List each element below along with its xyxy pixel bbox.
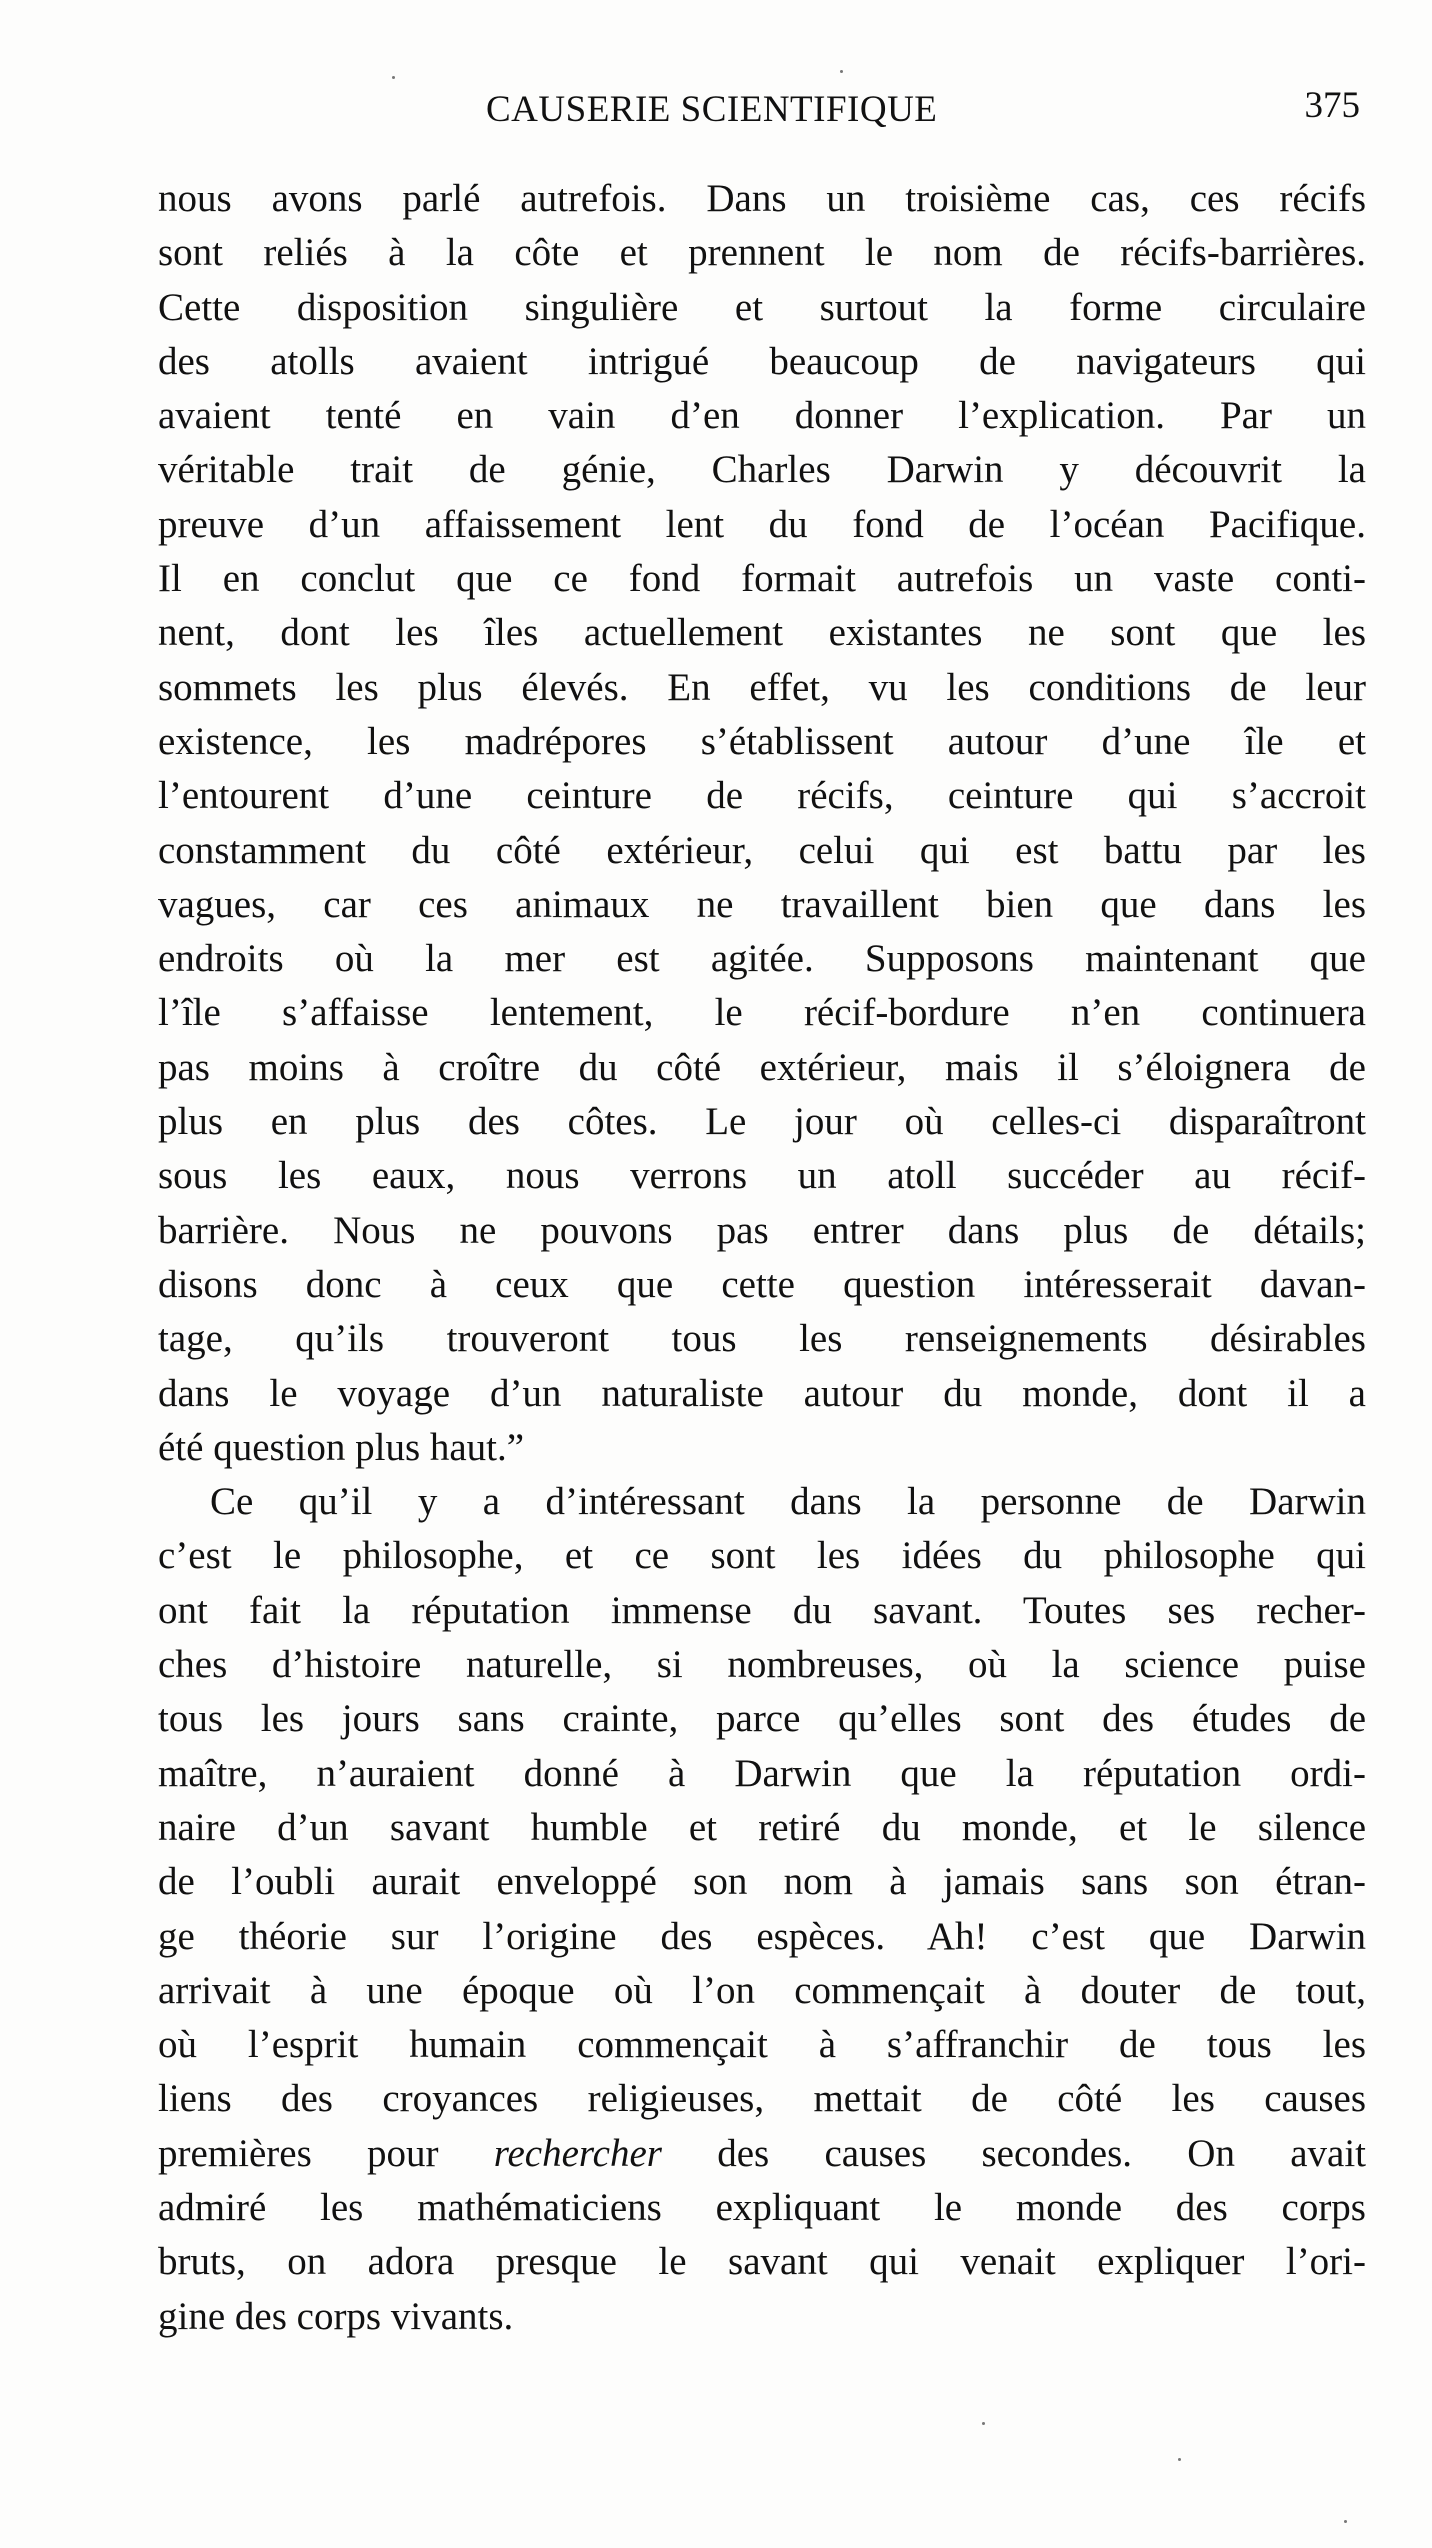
text-line: tous les jours sans crainte, parce qu’elles sont des études de — [158, 1697, 1366, 1741]
text-line: nous avons parlé autrefois. Dans un troisième cas, ces récifs — [158, 177, 1366, 220]
text-line: ont fait la réputation immense du savant. Toutes ses recher- — [158, 1588, 1366, 1632]
text-line: où l’esprit humain commençait à s’affranchir de tous les — [158, 2023, 1366, 2067]
running-title: CAUSERIE SCIENTIFIQUE — [486, 89, 938, 130]
text-line: Il en conclut que ce fond formait autrefois un vaste conti- — [158, 557, 1366, 601]
running-head — [160, 85, 1360, 144]
paragraph-1 — [158, 172, 1366, 1475]
text-line: naire d’un savant humble et retiré du monde, et le silence — [158, 1805, 1366, 1849]
text-line: sont reliés à la côte et prennent le nom de récifs-barrières. — [158, 231, 1366, 275]
text-line: existence, les madrépores s’établissent autour d’une île et — [158, 719, 1366, 763]
text-line: endroits où la mer est agitée. Supposons maintenant que — [158, 937, 1366, 981]
text-line: ches d’histoire naturelle, si nombreuses, où la science puise — [158, 1643, 1366, 1687]
text-line: pas moins à croître du côté extérieur, mais il s’éloignera de — [158, 1045, 1366, 1089]
text-line: plus en plus des côtes. Le jour où celles-ci disparaîtront — [158, 1100, 1366, 1144]
text-line: barrière. Nous ne pouvons pas entrer dans plus de détails; — [158, 1208, 1366, 1252]
text-line: des atolls avaient intrigué beaucoup de navigateurs qui — [158, 339, 1366, 383]
text-line: dans le voyage d’un naturaliste autour du monde, dont il a — [158, 1371, 1366, 1415]
text-line: sous les eaux, nous verrons un atoll succéder au récif- — [158, 1154, 1366, 1198]
text-line: avaient tenté en vain d’en donner l’explication. Par un — [158, 394, 1366, 438]
text-line: vagues, car ces animaux ne travaillent bien que dans les — [158, 882, 1366, 926]
text-line: gine des corps vivants. — [158, 2294, 514, 2338]
text-line: l’île s’affaisse lentement, le récif-bordure n’en continuera — [158, 991, 1366, 1035]
body-text — [158, 172, 1366, 2344]
italic-word: rechercher — [493, 2131, 662, 2175]
text-line: c’est le philosophe, et ce sont les idées du philosophe qui — [158, 1534, 1366, 1578]
text-line: véritable trait de génie, Charles Darwin y découvrit la — [158, 448, 1366, 492]
text-line: bruts, on adora presque le savant qui venait expliquer l’ori- — [158, 2240, 1366, 2284]
text-line: Cette disposition singulière et surtout la forme circulaire — [158, 285, 1366, 329]
text-line: constamment du côté extérieur, celui qui est battu par les — [158, 828, 1366, 872]
paper-speck — [1178, 2458, 1181, 2461]
text-line: maître, n’auraient donné à Darwin que la réputation ordi- — [158, 1751, 1366, 1795]
paper-speck — [392, 76, 395, 79]
page-number: 375 — [1304, 85, 1360, 126]
text-line: été question plus haut.” — [158, 1425, 525, 1469]
paper-speck — [982, 2422, 985, 2425]
text-line: liens des croyances religieuses, mettait de côté les causes — [158, 2077, 1366, 2121]
text-line: preuve d’un affaissement lent du fond de l’océan Pacifique. — [158, 502, 1366, 546]
paper-speck — [840, 70, 843, 73]
text-line: disons donc à ceux que cette question intéresserait davan- — [158, 1262, 1366, 1306]
text-line: Ce qu’il y a d’intéressant dans la personne de Darwin — [210, 1480, 1366, 1524]
line-segment: des causes secondes. On avait — [717, 2131, 1366, 2175]
text-line: ge théorie sur l’origine des espèces. Ah! c’est que Darwin — [158, 1914, 1366, 1958]
text-line: arrivait à une époque où l’on commençait à douter de tout, — [158, 1968, 1366, 2012]
paragraph-2 — [158, 1475, 1366, 2344]
text-line-with-italic — [158, 2127, 1366, 2181]
text-line: sommets les plus élevés. En effet, vu les conditions de leur — [158, 665, 1366, 709]
paper-speck — [1344, 2520, 1347, 2523]
line-segment: premières pour — [158, 2131, 439, 2175]
text-line: tage, qu’ils trouveront tous les renseignements désirables — [158, 1317, 1366, 1361]
text-line: de l’oubli aurait enveloppé son nom à jamais sans son étran- — [158, 1860, 1366, 1904]
text-line: l’entourent d’une ceinture de récifs, ceinture qui s’accroit — [158, 774, 1366, 818]
text-line: nent, dont les îles actuellement existantes ne sont que les — [158, 611, 1366, 655]
text-line: admiré les mathématiciens expliquant le monde des corps — [158, 2185, 1366, 2229]
